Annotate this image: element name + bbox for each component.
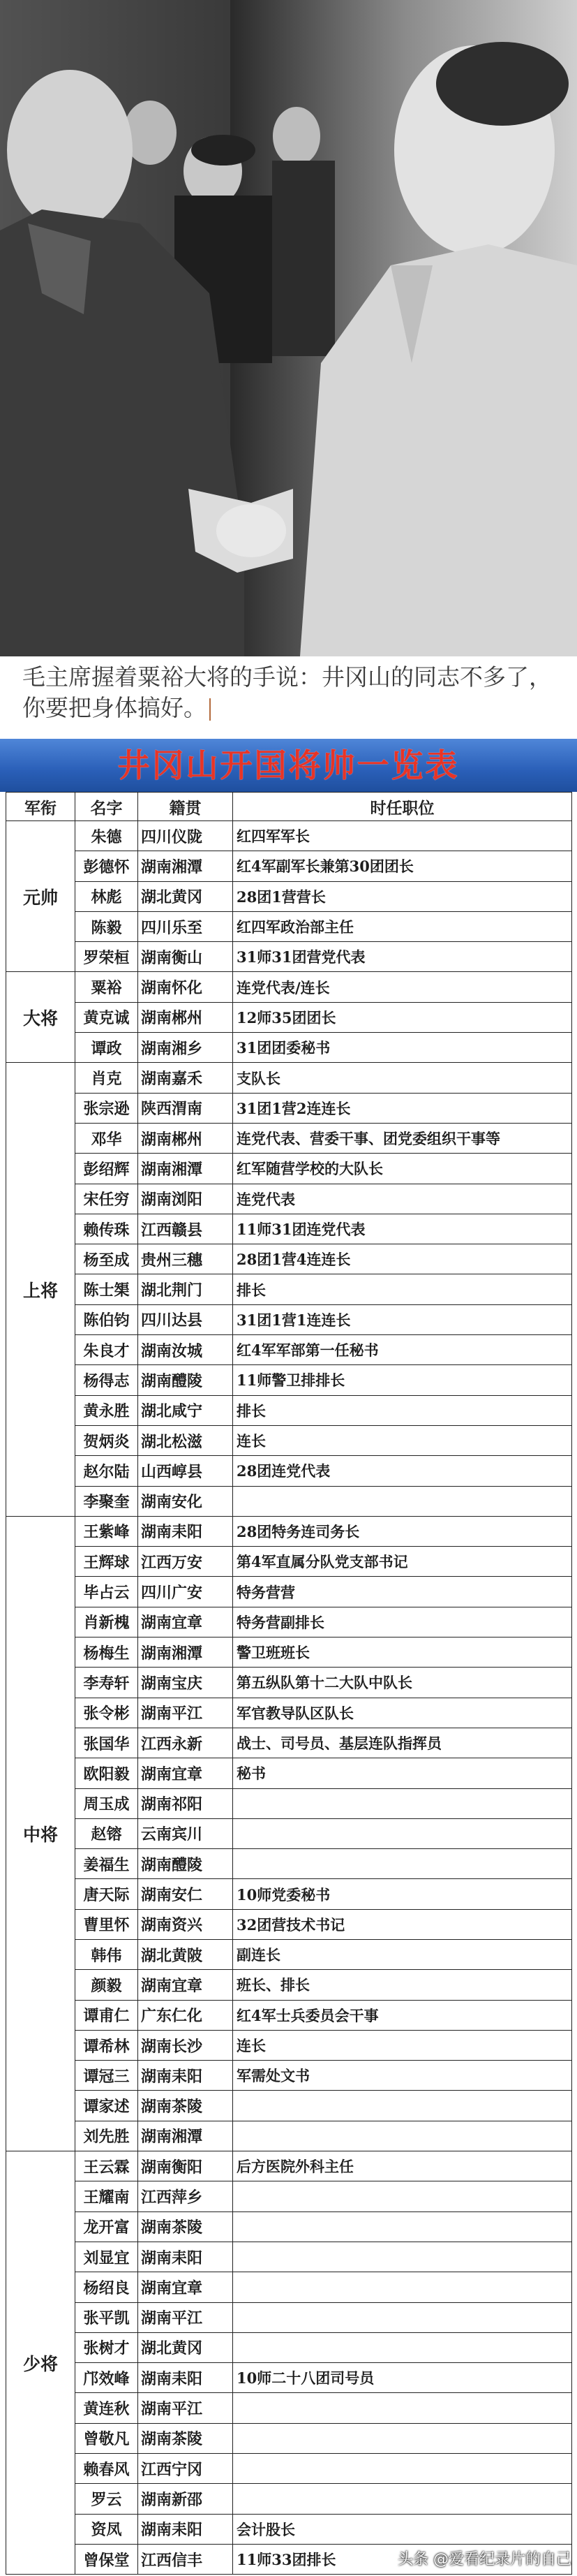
hometown-cell: 湖南茶陵 [138, 2211, 233, 2242]
name-cell: 张国华 [75, 1728, 138, 1758]
hometown-cell: 湖南平江 [138, 2302, 233, 2332]
position-cell [233, 2091, 572, 2121]
hometown-cell: 湖南湘潭 [138, 851, 233, 881]
position-cell: 31团1营2连连长 [233, 1093, 572, 1123]
name-cell: 谭希林 [75, 2030, 138, 2060]
table-row [6, 2121, 572, 2151]
hometown-cell: 湖南汝城 [138, 1335, 233, 1365]
hometown-cell: 湖南嘉禾 [138, 1063, 233, 1093]
table-row [6, 1516, 572, 1546]
table-row [6, 1970, 572, 2000]
name-cell: 谭政 [75, 1033, 138, 1063]
table-row [6, 881, 572, 911]
name-cell: 杨梅生 [75, 1637, 138, 1668]
name-cell: 杨绍良 [75, 2272, 138, 2302]
table-row [6, 2091, 572, 2121]
position-cell: 特务营营 [233, 1577, 572, 1607]
name-cell: 刘先胜 [75, 2121, 138, 2151]
header-rank: 军衔 [6, 793, 75, 821]
position-cell [233, 2302, 572, 2332]
hometown-cell: 湖南祁阳 [138, 1788, 233, 1818]
name-cell: 杨得志 [75, 1365, 138, 1395]
position-cell [233, 1849, 572, 1879]
hometown-cell: 陕西渭南 [138, 1093, 233, 1123]
table-row [6, 1698, 572, 1728]
hometown-cell: 湖南郴州 [138, 1002, 233, 1032]
hometown-cell: 湖南衡山 [138, 942, 233, 972]
name-cell: 朱德 [75, 821, 138, 851]
position-cell: 排长 [233, 1395, 572, 1425]
table-row [6, 2030, 572, 2060]
position-cell: 11师警卫排排长 [233, 1365, 572, 1395]
hometown-cell: 江西永新 [138, 1728, 233, 1758]
position-cell: 特务营副排长 [233, 1607, 572, 1637]
position-cell [233, 2454, 572, 2484]
hometown-cell: 湖南湘潭 [138, 1637, 233, 1668]
table-row [6, 1425, 572, 1455]
rank-cell: 元帅 [6, 821, 75, 972]
hometown-cell: 湖南资兴 [138, 1909, 233, 1939]
hometown-cell: 山西崞县 [138, 1456, 233, 1486]
hometown-cell: 四川乐至 [138, 911, 233, 941]
table-row [6, 1668, 572, 1698]
watermark: 头条 @爱看纪录片的自己 [398, 2551, 571, 2568]
position-cell: 第4军直属分队党支部书记 [233, 1547, 572, 1577]
name-cell: 张令彬 [75, 1698, 138, 1728]
position-cell: 连党代表、营委干事、团党委组织干事等 [233, 1123, 572, 1153]
position-cell: 警卫班班长 [233, 1637, 572, 1668]
hometown-cell: 湖南耒阳 [138, 2061, 233, 2091]
table-row [6, 1002, 572, 1032]
name-cell: 邝效峰 [75, 2363, 138, 2393]
position-cell: 后方医院外科主任 [233, 2151, 572, 2181]
table-row [6, 2423, 572, 2453]
position-cell: 红4军军部第一任秘书 [233, 1335, 572, 1365]
table-row [6, 1365, 572, 1395]
position-cell: 班长、排长 [233, 1970, 572, 2000]
hometown-cell: 广东仁化 [138, 2000, 233, 2030]
header-hometown: 籍贯 [138, 793, 233, 821]
caption-text: 毛主席握着粟裕大将的手说：井冈山的同志不多了，你要把身体搞好。 [22, 663, 552, 721]
position-cell [233, 2242, 572, 2272]
name-cell: 谭冠三 [75, 2061, 138, 2091]
table-row [6, 1093, 572, 1123]
table-row [6, 1214, 572, 1244]
name-cell: 王紫峰 [75, 1516, 138, 1546]
name-cell: 李寿轩 [75, 1668, 138, 1698]
hometown-cell: 湖南宜章 [138, 1970, 233, 2000]
name-cell: 贺炳炎 [75, 1425, 138, 1455]
rank-cell: 上将 [6, 1063, 75, 1516]
hometown-cell: 四川仪陇 [138, 821, 233, 851]
hometown-cell: 湖南醴陵 [138, 1365, 233, 1395]
table-row [6, 911, 572, 941]
hometown-cell: 湖南怀化 [138, 972, 233, 1002]
hometown-cell: 湖南湘乡 [138, 1033, 233, 1063]
position-cell: 连党代表/连长 [233, 972, 572, 1002]
name-cell: 肖新槐 [75, 1607, 138, 1637]
name-cell: 欧阳毅 [75, 1758, 138, 1788]
position-cell: 军需处文书 [233, 2061, 572, 2091]
name-cell: 黄克诚 [75, 1002, 138, 1032]
table-row [6, 1637, 572, 1668]
name-cell: 龙开富 [75, 2211, 138, 2242]
position-cell [233, 2393, 572, 2423]
hometown-cell: 湖南平江 [138, 1698, 233, 1728]
hometown-cell: 湖南安化 [138, 1486, 233, 1516]
name-cell: 赵尔陆 [75, 1456, 138, 1486]
position-cell [233, 2121, 572, 2151]
rank-cell: 少将 [6, 2151, 75, 2575]
table-row [6, 2211, 572, 2242]
table-row [6, 821, 572, 851]
position-cell: 战士、司号员、基层连队指挥员 [233, 1728, 572, 1758]
table-header-row [6, 793, 572, 821]
name-cell: 罗云 [75, 2484, 138, 2514]
hometown-cell: 湖北黄陂 [138, 1939, 233, 1969]
name-cell: 曹里怀 [75, 1909, 138, 1939]
table-row [6, 1849, 572, 1879]
table-row [6, 2393, 572, 2423]
header-name: 名字 [75, 793, 138, 821]
hometown-cell: 江西宁冈 [138, 2454, 233, 2484]
table-row [6, 1335, 572, 1365]
name-cell: 王耀南 [75, 2181, 138, 2211]
name-cell: 曾敬凡 [75, 2423, 138, 2453]
hometown-cell: 湖南宜章 [138, 1758, 233, 1788]
name-cell: 赖春风 [75, 2454, 138, 2484]
hometown-cell: 湖南湘潭 [138, 2121, 233, 2151]
name-cell: 张树才 [75, 2332, 138, 2362]
table-row [6, 2000, 572, 2030]
name-cell: 赖传珠 [75, 1214, 138, 1244]
hometown-cell: 湖南耒阳 [138, 2514, 233, 2544]
table-row [6, 1547, 572, 1577]
table-row [6, 2061, 572, 2091]
name-cell: 杨至成 [75, 1244, 138, 1274]
position-cell: 28团特务连司务长 [233, 1516, 572, 1546]
name-cell: 黄连秋 [75, 2393, 138, 2423]
position-cell: 连党代表 [233, 1184, 572, 1214]
table-row [6, 1033, 572, 1063]
name-cell: 陈伯钧 [75, 1304, 138, 1334]
name-cell: 彭绍辉 [75, 1154, 138, 1184]
position-cell [233, 1486, 572, 1516]
position-cell [233, 2484, 572, 2514]
hometown-cell: 湖南长沙 [138, 2030, 233, 2060]
name-cell: 姜福生 [75, 1849, 138, 1879]
name-cell: 张宗逊 [75, 1093, 138, 1123]
name-cell: 王云霖 [75, 2151, 138, 2181]
rank-cell: 大将 [6, 972, 75, 1063]
position-cell: 红军随营学校的大队长 [233, 1154, 572, 1184]
name-cell: 罗荣桓 [75, 942, 138, 972]
position-cell: 31师31团营党代表 [233, 942, 572, 972]
position-cell: 10师二十八团司号员 [233, 2363, 572, 2393]
position-cell: 秘书 [233, 1758, 572, 1788]
table-row [6, 1788, 572, 1818]
generals-table [6, 792, 572, 2575]
table-row [6, 1274, 572, 1304]
table-row [6, 2151, 572, 2181]
name-cell: 赵镕 [75, 1818, 138, 1848]
hometown-cell: 湖南湘潭 [138, 1154, 233, 1184]
hometown-cell: 湖南平江 [138, 2393, 233, 2423]
table-row [6, 1909, 572, 1939]
name-cell: 周玉成 [75, 1788, 138, 1818]
table-row [6, 1818, 572, 1848]
position-cell: 连长 [233, 1425, 572, 1455]
table-row [6, 1244, 572, 1274]
name-cell: 谭家述 [75, 2091, 138, 2121]
position-cell [233, 2423, 572, 2453]
historical-photo [0, 0, 577, 656]
name-cell: 宋任穷 [75, 1184, 138, 1214]
table-row [6, 1304, 572, 1334]
table-row [6, 2272, 572, 2302]
name-cell: 资凤 [75, 2514, 138, 2544]
table-row [6, 2332, 572, 2362]
name-cell: 陈毅 [75, 911, 138, 941]
name-cell: 彭德怀 [75, 851, 138, 881]
table-row [6, 2363, 572, 2393]
table-body [6, 821, 572, 2575]
name-cell: 颜毅 [75, 1970, 138, 2000]
position-cell: 10师党委秘书 [233, 1879, 572, 1909]
name-cell: 王辉球 [75, 1547, 138, 1577]
table-row [6, 1395, 572, 1425]
position-cell [233, 2181, 572, 2211]
name-cell: 粟裕 [75, 972, 138, 1002]
hometown-cell: 湖南茶陵 [138, 2091, 233, 2121]
name-cell: 朱良才 [75, 1335, 138, 1365]
position-cell: 11师33团排长 [233, 2544, 572, 2574]
hometown-cell: 江西萍乡 [138, 2181, 233, 2211]
table-row [6, 2454, 572, 2484]
table-row [6, 2514, 572, 2544]
table-row [6, 972, 572, 1002]
position-cell: 副连长 [233, 1939, 572, 1969]
text-cursor [209, 698, 211, 721]
position-cell [233, 1818, 572, 1848]
hometown-cell: 四川达县 [138, 1304, 233, 1334]
name-cell: 唐天际 [75, 1879, 138, 1909]
hometown-cell: 湖北咸宁 [138, 1395, 233, 1425]
hometown-cell: 四川广安 [138, 1577, 233, 1607]
hometown-cell: 湖南安仁 [138, 1879, 233, 1909]
table-row [6, 1184, 572, 1214]
name-cell: 刘显宜 [75, 2242, 138, 2272]
photo-caption [22, 662, 560, 725]
table-title-banner [0, 739, 577, 792]
table-row [6, 1758, 572, 1788]
hometown-cell: 湖南宝庆 [138, 1668, 233, 1698]
hometown-cell: 湖北松滋 [138, 1425, 233, 1455]
hometown-cell: 湖南宜章 [138, 2272, 233, 2302]
hometown-cell: 湖南宜章 [138, 1607, 233, 1637]
hometown-cell: 湖南郴州 [138, 1123, 233, 1153]
table-title: 井冈山开国将帅一览表 [117, 746, 460, 784]
name-cell: 毕占云 [75, 1577, 138, 1607]
header-position: 时任职位 [233, 793, 572, 821]
position-cell [233, 2272, 572, 2302]
name-cell: 李聚奎 [75, 1486, 138, 1516]
hometown-cell: 江西赣县 [138, 1214, 233, 1244]
hometown-cell: 湖南耒阳 [138, 2363, 233, 2393]
hometown-cell: 湖北黄冈 [138, 2332, 233, 2362]
hometown-cell: 湖南衡阳 [138, 2151, 233, 2181]
table-row [6, 1123, 572, 1153]
position-cell: 28团1营4连连长 [233, 1244, 572, 1274]
table-row [6, 1728, 572, 1758]
hometown-cell: 江西信丰 [138, 2544, 233, 2574]
table-row [6, 1939, 572, 1969]
position-cell: 28团1营营长 [233, 881, 572, 911]
hometown-cell: 湖南醴陵 [138, 1849, 233, 1879]
hometown-cell: 云南宾川 [138, 1818, 233, 1848]
table-row [6, 2484, 572, 2514]
hometown-cell: 湖南浏阳 [138, 1184, 233, 1214]
hometown-cell: 湖北荆门 [138, 1274, 233, 1304]
hometown-cell: 湖北黄冈 [138, 881, 233, 911]
position-cell: 红4军副军长兼第30团团长 [233, 851, 572, 881]
name-cell: 陈士榘 [75, 1274, 138, 1304]
table-row [6, 2181, 572, 2211]
name-cell: 肖克 [75, 1063, 138, 1093]
table-row [6, 1607, 572, 1637]
position-cell [233, 2332, 572, 2362]
table-row [6, 1154, 572, 1184]
position-cell: 28团连党代表 [233, 1456, 572, 1486]
position-cell: 红4军士兵委员会干事 [233, 2000, 572, 2030]
position-cell: 32团营技术书记 [233, 1909, 572, 1939]
hometown-cell: 湖南耒阳 [138, 2242, 233, 2272]
name-cell: 林彪 [75, 881, 138, 911]
hometown-cell: 湖南新邵 [138, 2484, 233, 2514]
position-cell: 12师35团团长 [233, 1002, 572, 1032]
position-cell: 红四军政治部主任 [233, 911, 572, 941]
table-row [6, 1577, 572, 1607]
position-cell: 军官教导队区队长 [233, 1698, 572, 1728]
name-cell: 韩伟 [75, 1939, 138, 1969]
position-cell: 31团团委秘书 [233, 1033, 572, 1063]
position-cell: 会计股长 [233, 2514, 572, 2544]
hometown-cell: 湖南耒阳 [138, 1516, 233, 1546]
position-cell: 支队长 [233, 1063, 572, 1093]
position-cell: 第五纵队第十二大队中队长 [233, 1668, 572, 1698]
position-cell: 11师31团连党代表 [233, 1214, 572, 1244]
name-cell: 谭甫仁 [75, 2000, 138, 2030]
position-cell: 31团1营1连连长 [233, 1304, 572, 1334]
position-cell: 连长 [233, 2030, 572, 2060]
position-cell [233, 2211, 572, 2242]
position-cell: 排长 [233, 1274, 572, 1304]
hometown-cell: 江西万安 [138, 1547, 233, 1577]
position-cell: 红四军军长 [233, 821, 572, 851]
table-row [6, 2302, 572, 2332]
hometown-cell: 湖南茶陵 [138, 2423, 233, 2453]
rank-cell: 中将 [6, 1516, 75, 2151]
name-cell: 黄永胜 [75, 1395, 138, 1425]
name-cell: 曾保堂 [75, 2544, 138, 2574]
table-row [6, 1879, 572, 1909]
name-cell: 邓华 [75, 1123, 138, 1153]
table-row [6, 1486, 572, 1516]
generals-table-wrap [6, 792, 571, 2576]
table-row [6, 1456, 572, 1486]
table-row [6, 851, 572, 881]
table-row [6, 1063, 572, 1093]
position-cell [233, 1788, 572, 1818]
table-row [6, 942, 572, 972]
table-row [6, 2242, 572, 2272]
name-cell: 张平凯 [75, 2302, 138, 2332]
hometown-cell: 贵州三穗 [138, 1244, 233, 1274]
